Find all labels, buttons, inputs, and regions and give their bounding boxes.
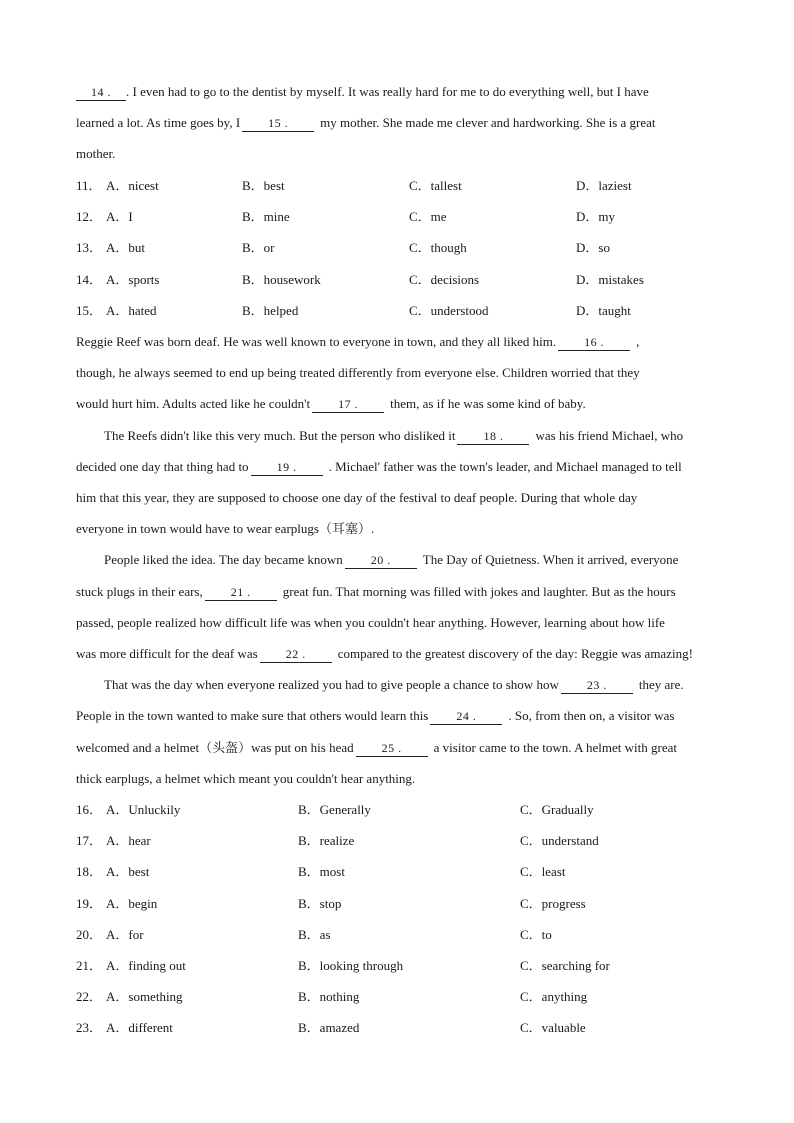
question-15: 15． A．hated B．helped C．understood D．taught xyxy=(76,303,631,318)
question-22: 22． A．something B．nothing C．anything xyxy=(76,989,588,1004)
option-a[interactable]: A．Unluckily xyxy=(106,802,181,817)
answer-blank-19[interactable]: 19 . xyxy=(251,459,323,476)
option-c[interactable]: C．valuable xyxy=(520,1020,586,1035)
option-a[interactable]: A．for xyxy=(106,927,144,942)
option-a[interactable]: A．hated xyxy=(106,303,157,318)
option-a[interactable]: A．best xyxy=(106,864,150,879)
option-a[interactable]: A．finding out xyxy=(106,958,186,973)
option-c[interactable]: C．understood xyxy=(409,303,489,318)
option-b[interactable]: B．mine xyxy=(242,209,290,224)
passage1-line3: mother. xyxy=(76,146,116,161)
option-b[interactable]: B．realize xyxy=(298,833,355,848)
passage2-line: Reggie Reef was born deaf. He was well known to everyone in town, and they all liked him. 16 . , xyxy=(76,334,640,349)
passage2-line: People liked the idea. The day became known 20 . The Day of Quietness. When it arrived, everyone xyxy=(104,552,679,567)
passage2-line: welcomed and a helmet（头盔）was put on his head 25 . a visitor came to the town. A helmet with great xyxy=(76,740,677,755)
answer-blank-15[interactable]: 15 . xyxy=(242,115,314,132)
passage2-line: everyone in town would have to wear earplugs（耳塞）. xyxy=(76,521,375,536)
option-c[interactable]: C．understand xyxy=(520,833,599,848)
option-a[interactable]: A．nicest xyxy=(106,178,159,193)
question-19: 19． A．begin B．stop C．progress xyxy=(76,896,586,911)
answer-blank-14[interactable]: 14 . xyxy=(76,84,126,101)
option-b[interactable]: B．looking through xyxy=(298,958,404,973)
passage2-line: That was the day when everyone realized you had to give people a chance to show how 23 . they are. xyxy=(104,677,684,692)
answer-blank-24[interactable]: 24 . xyxy=(430,708,502,725)
passage1-line2: learned a lot. As time goes by, I 15 . my mother. She made me clever and hardworking. She is a great xyxy=(76,115,656,130)
question-16: 16． A．Unluckily B．Generally C．Gradually xyxy=(76,802,594,817)
question-21: 21． A．finding out B．looking through C．searching for xyxy=(76,958,610,973)
question-18: 18． A．best B．most C．least xyxy=(76,864,566,879)
passage2-line: stuck plugs in their ears, 21 . great fun. That morning was filled with jokes and laughter. But as the hours xyxy=(76,584,676,599)
passage2-line: though, he always seemed to end up being treated differently from everyone else. Children worried that they xyxy=(76,365,640,380)
question-13: 13． A．but B．or C．though D．so xyxy=(76,240,610,255)
option-c[interactable]: C．Gradually xyxy=(520,802,594,817)
answer-blank-18[interactable]: 18 . xyxy=(457,428,529,445)
option-d[interactable]: D．my xyxy=(576,209,616,224)
answer-blank-23[interactable]: 23 . xyxy=(561,677,633,694)
question-11: 11． A．nicest B．best C．tallest D．laziest xyxy=(76,178,632,193)
option-c[interactable]: C．me xyxy=(409,209,447,224)
answer-blank-17[interactable]: 17 . xyxy=(312,396,384,413)
option-b[interactable]: B．best xyxy=(242,178,285,193)
option-a[interactable]: A．sports xyxy=(106,272,160,287)
answer-blank-22[interactable]: 22 . xyxy=(260,646,332,663)
option-a[interactable]: A．but xyxy=(106,240,146,255)
option-d[interactable]: D．mistakes xyxy=(576,272,644,287)
option-a[interactable]: A．I xyxy=(106,209,133,224)
option-a[interactable]: A．something xyxy=(106,989,183,1004)
question-14: 14． A．sports B．housework C．decisions D．mistakes xyxy=(76,272,644,287)
passage2-line: The Reefs didn't like this very much. But the person who disliked it 18 . was his friend Michael, who xyxy=(104,428,684,443)
passage2-line: thick earplugs, a helmet which meant you couldn't hear anything. xyxy=(76,771,416,786)
option-c[interactable]: C．though xyxy=(409,240,467,255)
option-a[interactable]: A．begin xyxy=(106,896,158,911)
option-c[interactable]: C．progress xyxy=(520,896,586,911)
question-20: 20． A．for B．as C．to xyxy=(76,927,552,942)
passage2-line: People in the town wanted to make sure that others would learn this 24 . . So, from then on, a visitor was xyxy=(76,708,675,723)
option-c[interactable]: C．decisions xyxy=(409,272,480,287)
answer-blank-21[interactable]: 21 . xyxy=(205,584,277,601)
option-b[interactable]: B．helped xyxy=(242,303,299,318)
passage2-line: was more difficult for the deaf was 22 . compared to the greatest discovery of the day: Reggie was amazing! xyxy=(76,646,693,661)
passage1-line1: 14 . . I even had to go to the dentist by myself. It was really hard for me to do everything well, but I have xyxy=(76,84,649,101)
option-b[interactable]: B．nothing xyxy=(298,989,360,1004)
option-b[interactable]: B．stop xyxy=(298,896,342,911)
question-23: 23． A．different B．amazed C．valuable xyxy=(76,1020,586,1035)
answer-blank-16[interactable]: 16 . xyxy=(558,334,630,351)
option-b[interactable]: B．Generally xyxy=(298,802,371,817)
passage2-line: him that this year, they are supposed to choose one day of the festival to deaf people. During that whole day xyxy=(76,490,638,505)
option-b[interactable]: B．amazed xyxy=(298,1020,360,1035)
option-b[interactable]: B．most xyxy=(298,864,345,879)
option-b[interactable]: B．as xyxy=(298,927,331,942)
question-12: 12． A．I B．mine C．me D．my xyxy=(76,209,616,224)
option-c[interactable]: C．least xyxy=(520,864,566,879)
option-c[interactable]: C．tallest xyxy=(409,178,462,193)
passage2-line: would hurt him. Adults acted like he couldn't 17 . them, as if he was some kind of baby. xyxy=(76,396,586,411)
passage2-line: decided one day that thing had to 19 . . Michael' father was the town's leader, and Michael managed to tell xyxy=(76,459,682,474)
option-b[interactable]: B．housework xyxy=(242,272,321,287)
option-a[interactable]: A．different xyxy=(106,1020,173,1035)
option-b[interactable]: B．or xyxy=(242,240,275,255)
option-c[interactable]: C．searching for xyxy=(520,958,610,973)
option-c[interactable]: C．anything xyxy=(520,989,588,1004)
passage2-line: passed, people realized how difficult life was when you couldn't hear anything. However, learning about how life xyxy=(76,615,665,630)
option-a[interactable]: A．hear xyxy=(106,833,151,848)
option-d[interactable]: D．taught xyxy=(576,303,631,318)
option-d[interactable]: D．so xyxy=(576,240,610,255)
option-c[interactable]: C．to xyxy=(520,927,552,942)
answer-blank-20[interactable]: 20 . xyxy=(345,552,417,569)
option-d[interactable]: D．laziest xyxy=(576,178,632,193)
answer-blank-25[interactable]: 25 . xyxy=(356,740,428,757)
question-17: 17． A．hear B．realize C．understand xyxy=(76,833,599,848)
